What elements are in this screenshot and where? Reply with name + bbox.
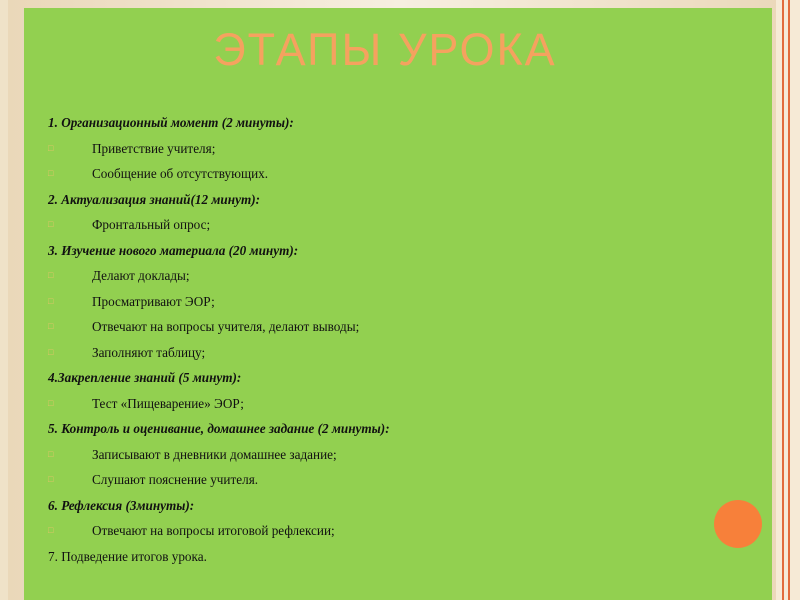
stage-text: Просматривают ЭОР; — [92, 293, 215, 309]
stage-text: 2. Актуализация знаний(12 минут): — [48, 191, 260, 207]
stage-heading — [48, 187, 748, 213]
left-border-stripe — [0, 0, 8, 600]
square-bullet-icon: □ — [48, 448, 54, 459]
stage-bullet-item — [48, 518, 748, 544]
stage-heading — [48, 110, 748, 136]
stage-text: 1. Организационный момент (2 минуты): — [48, 115, 294, 130]
stage-bullet-item — [48, 340, 748, 366]
stage-text: Заполняют таблицу; — [92, 344, 206, 360]
square-bullet-icon: □ — [48, 321, 54, 331]
stage-text: Сообщение об отсутствующих. — [92, 166, 269, 181]
square-bullet-icon: □ — [48, 219, 54, 229]
square-bullet-icon: □ — [48, 295, 54, 306]
stage-text: 3. Изучение нового материала (20 минут): — [48, 242, 299, 258]
stage-bullet-item — [48, 161, 748, 187]
stage-text: 6. Рефлексия (3минуты): — [48, 497, 195, 513]
stage-text: 5. Контроль и оценивание, домашнее задание (2 минуты): — [48, 421, 390, 436]
stage-text: Фронтальный опрос; — [92, 217, 211, 232]
stage-text: Слушают пояснение учителя. — [92, 472, 259, 487]
square-bullet-icon: □ — [48, 474, 54, 484]
stage-heading — [48, 544, 748, 570]
stage-text: Записывают в дневники домашнее задание; — [92, 446, 337, 462]
square-bullet-icon: □ — [48, 142, 54, 153]
orange-circle-decoration — [714, 500, 762, 548]
stage-heading — [48, 238, 748, 264]
square-bullet-icon: □ — [48, 346, 54, 357]
stage-heading — [48, 416, 748, 442]
stage-text: 7. Подведение итогов урока. — [48, 548, 207, 564]
stage-bullet-item — [48, 391, 748, 417]
stage-text: Приветствие учителя; — [92, 140, 216, 156]
stage-bullet-item — [48, 442, 748, 468]
stage-text: Тест «Пищеварение» ЭОР; — [92, 395, 244, 411]
square-bullet-icon: □ — [48, 270, 54, 280]
stage-heading — [48, 365, 748, 391]
slide-title: ЭТАПЫ УРОКА — [213, 24, 557, 75]
stage-text: 4.Закрепление знаний (5 минут): — [48, 370, 242, 385]
stage-bullet-item — [48, 263, 748, 289]
stage-bullet-item — [48, 289, 748, 315]
stage-heading — [48, 493, 748, 519]
stage-bullet-item — [48, 467, 748, 493]
stage-text: Отвечают на вопросы итоговой рефлексии; — [92, 523, 335, 538]
stage-bullet-item — [48, 136, 748, 162]
lesson-stages-list — [48, 110, 748, 569]
stage-bullet-item — [48, 314, 748, 340]
stage-bullet-item — [48, 212, 748, 238]
square-bullet-icon: □ — [48, 168, 54, 178]
square-bullet-icon: □ — [48, 525, 54, 535]
right-decorative-stripes — [776, 0, 800, 600]
stage-text: Делают доклады; — [92, 268, 190, 283]
square-bullet-icon: □ — [48, 397, 54, 408]
stage-text: Отвечают на вопросы учителя, делают выводы; — [92, 319, 360, 334]
